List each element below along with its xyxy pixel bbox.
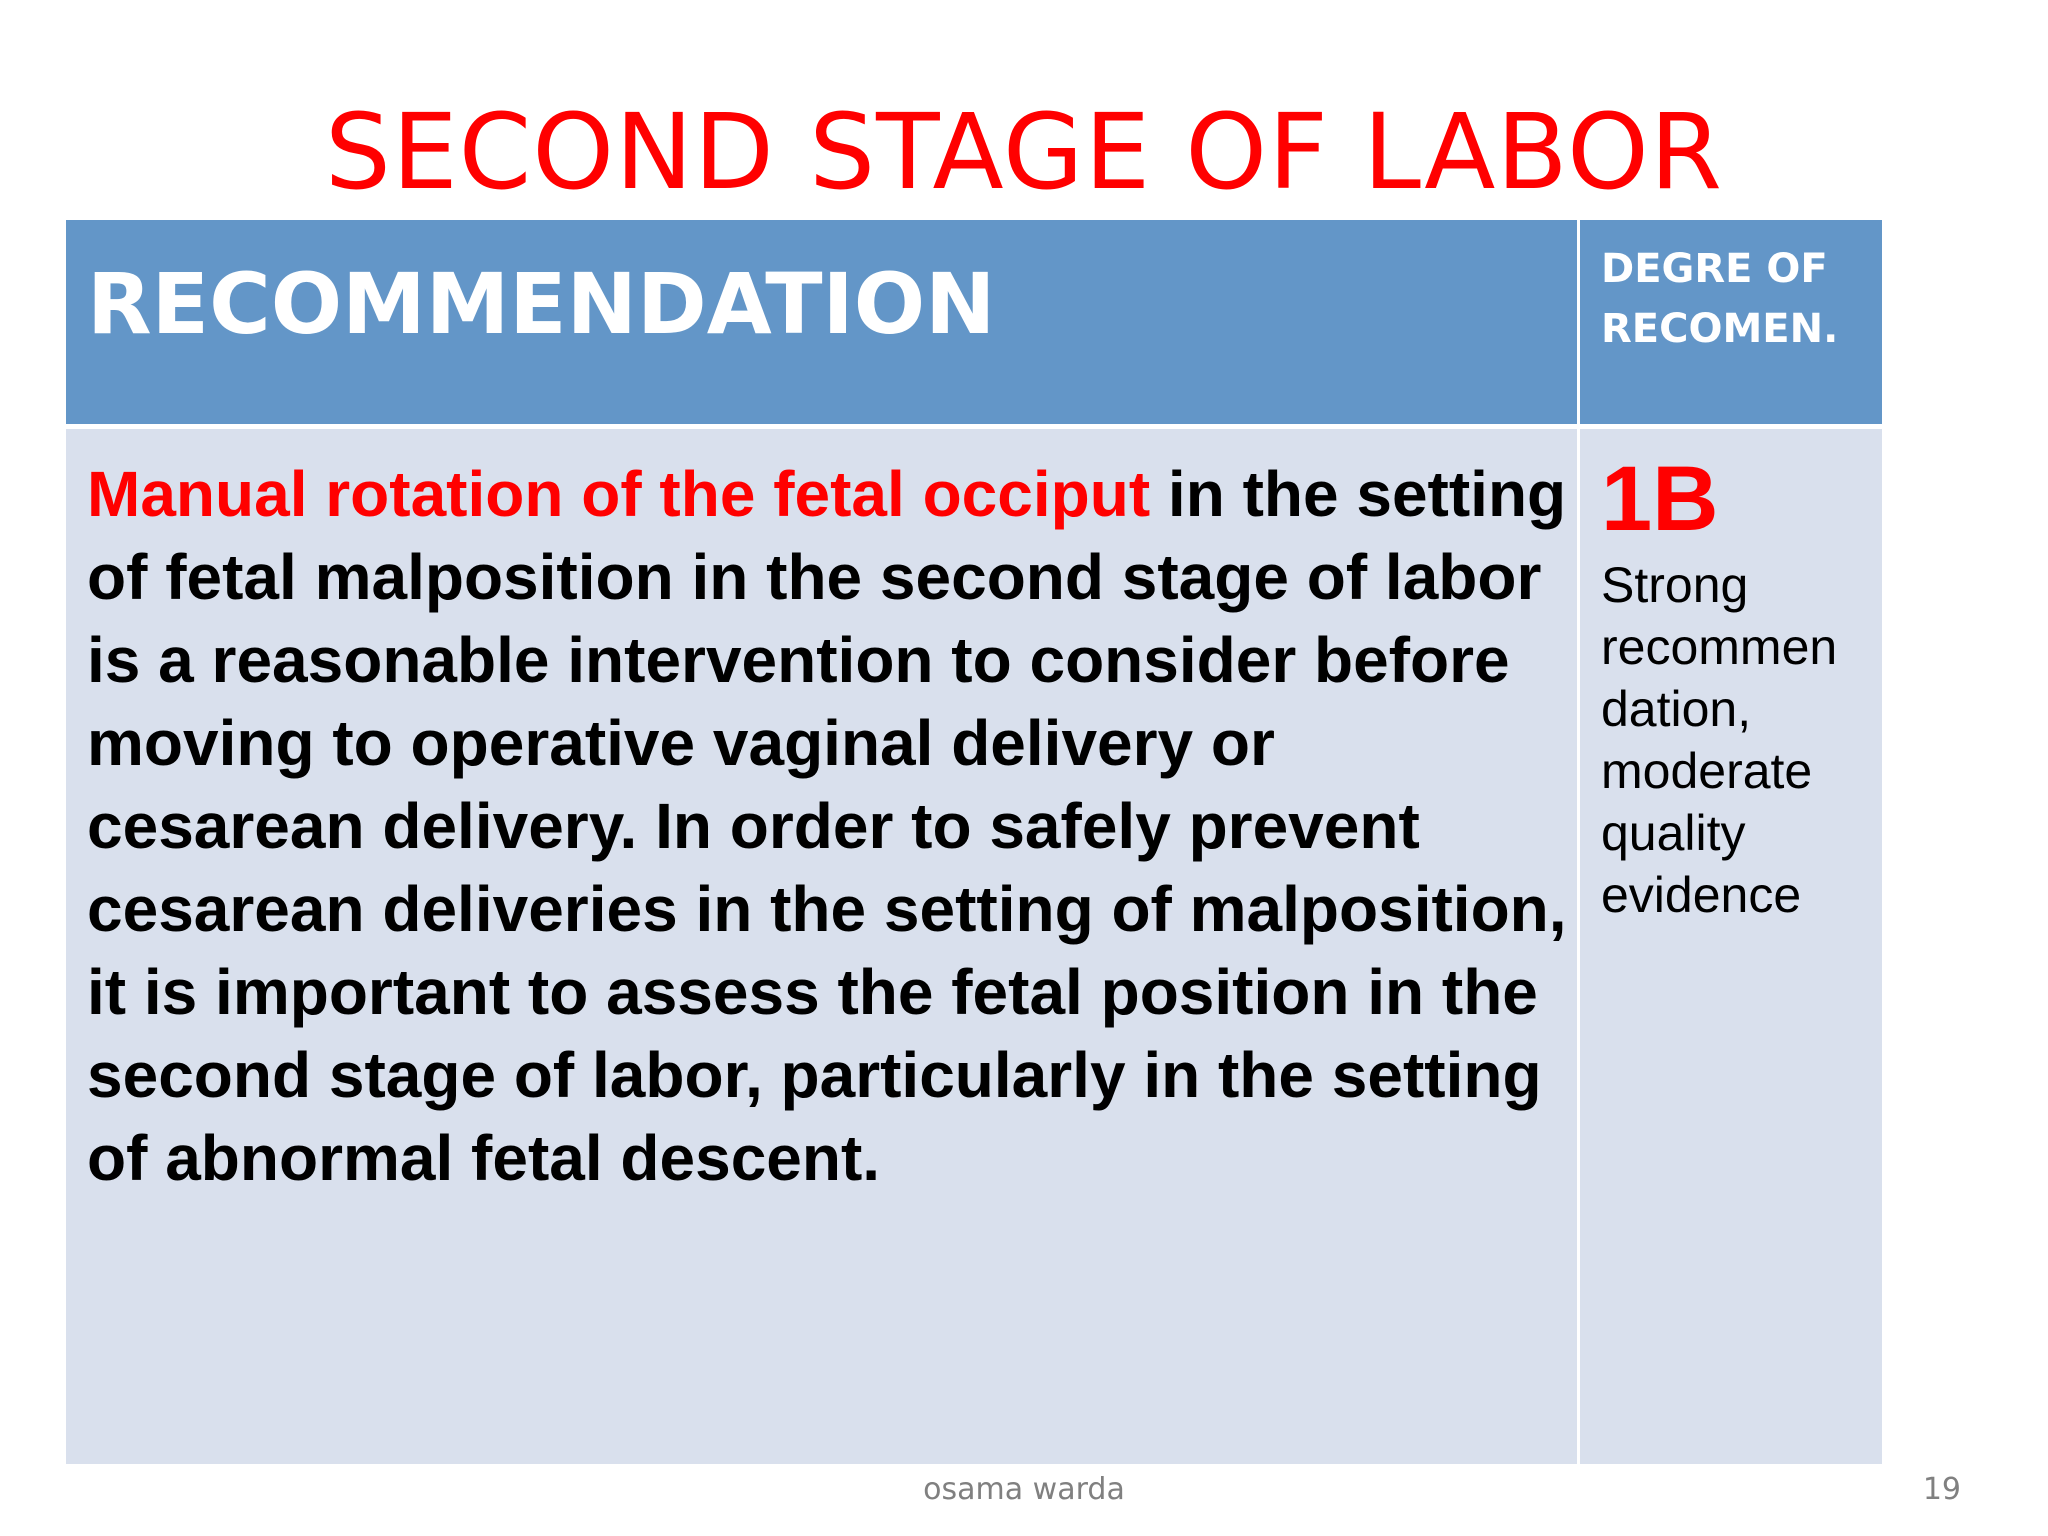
recommendation-table <box>66 220 1882 1464</box>
header-degree-label: DEGRE OF RECOMEN. <box>1601 246 1839 352</box>
degree-cell <box>1580 429 1882 1464</box>
recommendation-body: in the setting of fetal malposition in the second stage of labor is a reasonable intervention to consider before moving to operative vaginal delivery or cesarean delivery. In order to safely prevent cesarean deliveries in the setting of malposition, it is important to assess the fetal position in the second stage of labor, particularly in the setting of abnormal fetal descent. <box>87 458 1567 1194</box>
header-cell-degree <box>1580 220 1882 424</box>
header-recommendation-label: RECOMMENDATION <box>87 255 996 353</box>
recommendation-highlight: Manual rotation of the fetal occiput <box>87 458 1151 530</box>
recommendation-cell <box>66 429 1577 1464</box>
slide-title: SECOND STAGE OF LABOR <box>324 91 1724 213</box>
recommendation-grade: 1B <box>1601 448 1719 550</box>
footer-author: osama warda <box>923 1472 1125 1507</box>
recommendation-text <box>87 453 1567 1200</box>
slide-page-number: 19 <box>1922 1472 1961 1507</box>
grade-description: Strong recommen dation, moderate quality evidence <box>1601 557 1838 923</box>
header-cell-recommendation <box>66 220 1577 424</box>
